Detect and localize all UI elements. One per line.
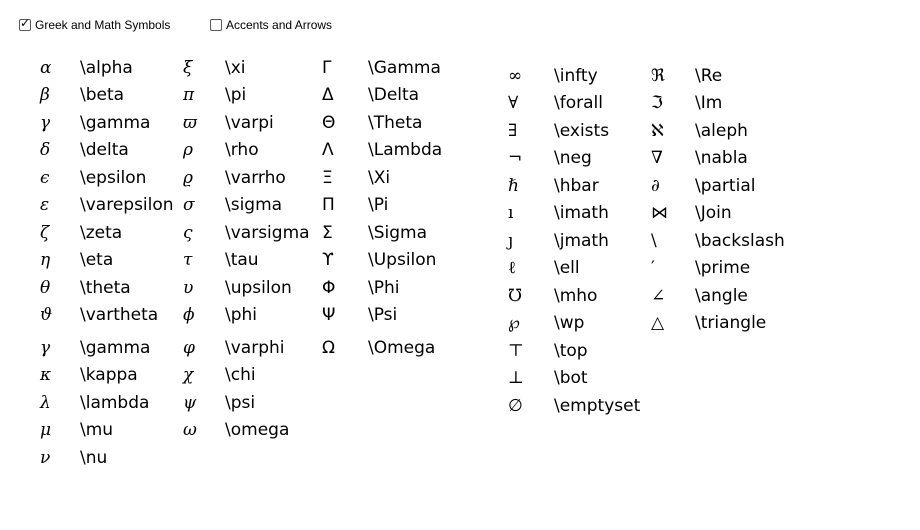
symbol-row xyxy=(322,274,442,302)
symbol-row xyxy=(183,192,310,220)
accents-arrows-checkbox[interactable] xyxy=(210,18,332,32)
symbol-row xyxy=(183,334,310,362)
symbol-command: \lambda xyxy=(80,392,150,413)
symbol-command: \rho xyxy=(225,140,259,161)
symbol-row xyxy=(322,82,442,110)
checkbox-checked-icon[interactable] xyxy=(19,19,31,31)
symbol-glyph: ℏ xyxy=(508,175,519,196)
symbol-command: \backslash xyxy=(695,230,785,251)
symbol-row xyxy=(508,200,640,228)
symbol-command: \varphi xyxy=(225,337,285,358)
symbol-row xyxy=(40,137,174,165)
symbol-command: \top xyxy=(554,340,588,361)
symbol-command: \varpi xyxy=(225,112,274,133)
symbol-command: \Theta xyxy=(368,112,423,133)
math-symbols-column-1 xyxy=(508,62,640,420)
symbol-command: \infty xyxy=(554,65,598,86)
symbol-row xyxy=(183,109,310,137)
symbol-glyph: ∞ xyxy=(508,65,523,86)
symbol-glyph: Θ xyxy=(322,112,336,133)
symbol-row xyxy=(183,247,310,275)
symbol-glyph: ζ xyxy=(40,222,50,243)
symbol-command: \nabla xyxy=(695,148,748,169)
symbol-row xyxy=(508,172,640,200)
symbol-glyph: φ xyxy=(183,337,195,358)
symbol-glyph: α xyxy=(40,57,52,78)
symbol-command: \Im xyxy=(695,93,723,114)
symbol-row xyxy=(508,62,640,90)
symbol-command: \Pi xyxy=(368,195,389,216)
symbol-glyph: ξ xyxy=(183,57,193,78)
symbol-row xyxy=(508,282,640,310)
symbol-glyph: Π xyxy=(322,195,335,216)
symbol-row xyxy=(508,310,640,338)
symbol-command: \imath xyxy=(554,203,609,224)
symbol-command: \angle xyxy=(695,285,748,306)
symbol-glyph: Δ xyxy=(322,85,334,106)
symbol-command: \sigma xyxy=(225,195,283,216)
symbol-glyph: η xyxy=(40,250,51,271)
symbol-glyph: ℵ xyxy=(651,120,664,141)
symbol-glyph: Φ xyxy=(322,277,336,298)
symbol-row xyxy=(651,172,785,200)
symbol-command: \chi xyxy=(225,365,256,386)
symbol-command: \alpha xyxy=(80,57,133,78)
symbol-command: \pi xyxy=(225,85,247,106)
symbol-command: \beta xyxy=(80,85,125,106)
symbol-glyph: ν xyxy=(40,447,51,468)
symbol-command: \eta xyxy=(80,250,114,271)
symbol-glyph: Ω xyxy=(322,337,335,358)
symbol-glyph: △ xyxy=(651,313,665,334)
symbol-command: \Upsilon xyxy=(368,250,437,271)
symbol-command: \xi xyxy=(225,57,246,78)
symbol-row xyxy=(40,82,174,110)
symbol-command: \delta xyxy=(80,140,129,161)
symbol-glyph: λ xyxy=(40,392,51,413)
math-symbols-column-2 xyxy=(651,62,785,337)
symbol-row xyxy=(322,54,442,82)
symbol-glyph: ℘ xyxy=(508,313,520,334)
symbol-glyph: ϕ xyxy=(183,305,195,326)
symbol-row xyxy=(183,389,310,417)
symbol-command: \Omega xyxy=(368,337,436,358)
symbol-glyph: ∃ xyxy=(508,120,518,141)
symbol-glyph: \ xyxy=(651,230,657,251)
symbol-row xyxy=(183,362,310,390)
symbol-command: \aleph xyxy=(695,120,748,141)
symbol-command: \gamma xyxy=(80,112,151,133)
greek-math-checkbox[interactable] xyxy=(19,18,170,32)
symbol-row xyxy=(651,310,785,338)
symbol-glyph: ℧ xyxy=(508,285,523,306)
greek-math-checkbox-label: Greek and Math Symbols xyxy=(35,18,171,32)
symbol-row xyxy=(183,137,310,165)
symbol-glyph: ℑ xyxy=(651,93,663,114)
symbol-command: \exists xyxy=(554,120,610,141)
symbol-glyph: θ xyxy=(40,277,51,298)
symbol-row xyxy=(508,255,640,283)
symbol-row xyxy=(322,109,442,137)
symbol-row xyxy=(40,274,174,302)
symbol-row xyxy=(183,417,310,445)
symbol-command: \prime xyxy=(695,258,751,279)
symbol-row xyxy=(40,54,174,82)
symbol-row xyxy=(651,90,785,118)
symbol-glyph: μ xyxy=(40,420,52,441)
symbol-command: \Phi xyxy=(368,277,400,298)
checkbox-unchecked-icon[interactable] xyxy=(210,19,222,31)
symbol-command: \mho xyxy=(554,285,598,306)
symbol-glyph: Γ xyxy=(322,57,332,78)
symbol-glyph: π xyxy=(183,85,195,106)
symbol-row xyxy=(40,417,174,445)
greek-uppercase-column xyxy=(322,54,442,362)
symbol-glyph: ∠ xyxy=(651,285,666,306)
symbol-command: \kappa xyxy=(80,365,138,386)
symbol-row xyxy=(40,247,174,275)
symbol-command: \Psi xyxy=(368,305,398,326)
symbol-command: \hbar xyxy=(554,175,599,196)
symbol-glyph: σ xyxy=(183,195,195,216)
symbol-row xyxy=(508,337,640,365)
symbol-row xyxy=(322,137,442,165)
symbol-row xyxy=(651,62,785,90)
symbol-command: \Gamma xyxy=(368,57,441,78)
symbol-glyph: ′ xyxy=(651,258,655,279)
symbol-glyph: κ xyxy=(40,365,52,386)
symbol-command: \gamma xyxy=(80,337,151,358)
symbol-glyph: ⊥ xyxy=(508,368,524,389)
symbol-row xyxy=(651,255,785,283)
symbol-command: \Lambda xyxy=(368,140,443,161)
symbol-row xyxy=(651,145,785,173)
symbol-glyph: τ xyxy=(183,250,193,271)
symbol-row xyxy=(40,109,174,137)
symbol-command: \psi xyxy=(225,392,256,413)
symbol-row xyxy=(40,389,174,417)
symbol-row xyxy=(40,302,174,330)
symbol-command: \nu xyxy=(80,447,108,468)
symbol-command: \triangle xyxy=(695,313,767,334)
symbol-row xyxy=(651,282,785,310)
symbol-row xyxy=(322,247,442,275)
greek-lowercase-column-2 xyxy=(183,54,310,444)
symbol-glyph: χ xyxy=(183,365,194,386)
symbol-command: \ell xyxy=(554,258,580,279)
symbol-command: \emptyset xyxy=(554,395,641,416)
symbol-glyph: Λ xyxy=(322,140,334,161)
symbol-command: \omega xyxy=(225,420,290,441)
symbol-row xyxy=(183,219,310,247)
symbol-row xyxy=(508,145,640,173)
symbol-glyph: ϑ xyxy=(40,305,53,326)
symbol-row xyxy=(40,334,174,362)
symbol-glyph: ω xyxy=(183,420,197,441)
symbol-glyph: Ψ xyxy=(322,305,336,326)
symbol-command: \varsigma xyxy=(225,222,310,243)
symbol-glyph: ȷ xyxy=(508,230,514,251)
symbol-command: \epsilon xyxy=(80,167,147,188)
symbol-row xyxy=(322,164,442,192)
symbol-command: \neg xyxy=(554,148,592,169)
symbol-glyph: δ xyxy=(40,140,51,161)
symbol-glyph: ∇ xyxy=(651,148,663,169)
accents-arrows-checkbox-label: Accents and Arrows xyxy=(226,18,333,32)
symbol-row xyxy=(183,82,310,110)
symbol-row xyxy=(322,334,442,362)
symbol-glyph: ε xyxy=(40,195,50,216)
symbol-glyph: ∅ xyxy=(508,395,523,416)
symbol-glyph: β xyxy=(40,85,50,106)
symbol-row xyxy=(508,392,640,420)
symbol-row xyxy=(651,200,785,228)
symbol-glyph: ϱ xyxy=(183,167,193,188)
symbol-row xyxy=(40,444,174,472)
symbol-glyph: υ xyxy=(183,277,194,298)
symbol-glyph: ρ xyxy=(183,140,193,161)
greek-lowercase-column-1 xyxy=(40,54,174,472)
symbol-row xyxy=(40,164,174,192)
symbol-command: \upsilon xyxy=(225,277,292,298)
symbol-command: \Delta xyxy=(368,85,420,106)
symbol-glyph: ς xyxy=(183,222,193,243)
symbol-row xyxy=(40,219,174,247)
symbol-command: \vartheta xyxy=(80,305,159,326)
symbol-glyph: ⋈ xyxy=(651,203,668,224)
symbol-command: \wp xyxy=(554,313,585,334)
symbol-glyph: γ xyxy=(40,337,51,358)
symbol-glyph: γ xyxy=(40,112,51,133)
symbol-glyph: ψ xyxy=(183,392,197,413)
symbol-command: \Xi xyxy=(368,167,391,188)
symbol-glyph: ∂ xyxy=(651,175,660,196)
symbol-command: \phi xyxy=(225,305,258,326)
symbol-row xyxy=(508,365,640,393)
symbol-row xyxy=(183,164,310,192)
symbol-glyph: ℜ xyxy=(651,65,665,86)
symbol-row xyxy=(183,274,310,302)
symbol-glyph: Ξ xyxy=(322,167,333,188)
symbol-command: \Join xyxy=(695,203,732,224)
symbol-glyph: Σ xyxy=(322,222,333,243)
symbol-command: \varrho xyxy=(225,167,286,188)
symbol-command: \partial xyxy=(695,175,756,196)
symbol-glyph: ∀ xyxy=(508,93,519,114)
symbol-glyph: ı xyxy=(508,203,514,224)
symbol-glyph: ϒ xyxy=(322,250,334,271)
symbol-glyph: ϖ xyxy=(183,112,197,133)
symbol-row xyxy=(508,90,640,118)
symbol-row xyxy=(183,54,310,82)
symbol-row xyxy=(40,192,174,220)
symbol-row xyxy=(322,302,442,330)
symbol-command: \theta xyxy=(80,277,131,298)
symbol-command: \Re xyxy=(695,65,723,86)
symbol-row xyxy=(183,302,310,330)
symbol-command: \varepsilon xyxy=(80,195,174,216)
symbol-command: \forall xyxy=(554,93,603,114)
symbol-command: \mu xyxy=(80,420,114,441)
symbol-glyph: ¬ xyxy=(508,148,523,169)
symbol-command: \bot xyxy=(554,368,588,389)
symbol-row xyxy=(322,192,442,220)
symbol-command: \jmath xyxy=(554,230,609,251)
symbol-row xyxy=(508,227,640,255)
symbol-row xyxy=(651,117,785,145)
symbol-row xyxy=(508,117,640,145)
symbol-row xyxy=(322,219,442,247)
symbol-command: \tau xyxy=(225,250,259,271)
symbol-glyph: ϵ xyxy=(40,167,50,188)
symbol-row xyxy=(651,227,785,255)
symbol-command: \Sigma xyxy=(368,222,428,243)
symbol-glyph: ℓ xyxy=(508,258,517,279)
symbol-row xyxy=(40,362,174,390)
symbol-glyph: ⊤ xyxy=(508,340,524,361)
symbol-command: \zeta xyxy=(80,222,123,243)
